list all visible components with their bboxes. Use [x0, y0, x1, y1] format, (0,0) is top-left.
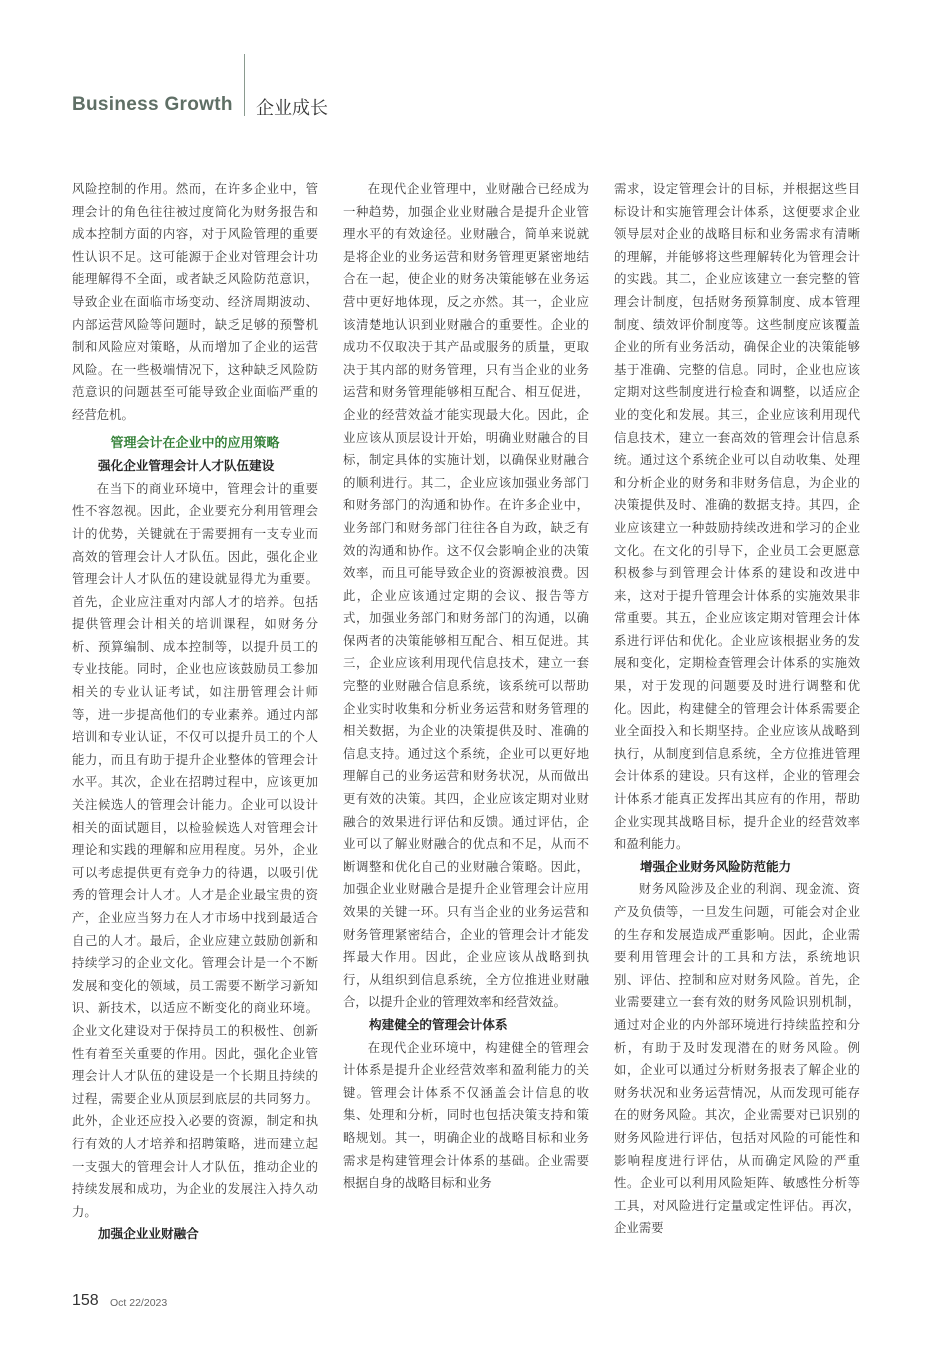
- paragraph: 风险控制的作用。然而，在许多企业中，管理会计的角色往往被过度简化为财务报告和成本控制方面的内容，对于风险管理的重要性认识不足。这可能源于企业对管理会计功能理解得不全面，或者缺乏风险防范意识，导致企业在面临市场变动、经济周期波动、内部运营风险等问题时，缺乏足够的预警机制和风险应对策略，从而增加了企业的运营风险。在一些极端情况下，这种缺乏风险防范意识的问题甚至可能导致企业面临严重的经营危机。: [72, 181, 318, 422]
- section-heading: 管理会计在企业中的应用策略: [110, 435, 280, 451]
- paragraph: 在现代企业环境中，构建健全的管理会计体系是提升企业经营效率和盈利能力的关键。管理会计体系不仅涵盖会计信息的收集、处理和分析，同时也包括决策支持和策略规划。其一，明确企业的战略目标和业务需求是构建管理会计体系的基础。企业需要根据自身的战略目标和业务: [343, 1039, 589, 1191]
- column-2: [343, 178, 589, 1195]
- section-title-cn: 企业成长: [256, 98, 328, 119]
- subsection-heading: 强化企业管理会计人才队伍建设: [98, 458, 275, 474]
- issue-date: Oct 22/2023: [110, 1297, 168, 1309]
- section-title-en: Business Growth: [72, 94, 233, 115]
- paragraph: 需求，设定管理会计的目标，并根据这些目标设计和实施管理会计体系，这便要求企业领导层对企业的战略目标和业务需求有清晰的理解，并能够将这些理解转化为管理会计的实践。其二，企业应该建立一套完整的管理会计制度，包括财务预算制度、成本管理制度、绩效评价制度等。这些制度应该覆盖企业的所有业务活动，确保企业的决策能够基于准确、完整的信息。同时，企业也应该定期对这些制度进行检查和调整，以适应企业的变化和发展。其三，企业应该利用现代信息技术，建立一套高效的管理会计信息系统。通过这个系统企业可以自动收集、处理和分析企业的财务和非财务信息，为企业的决策提供及时、准确的数据支持。其四，企业应该建立一种鼓励持续改进和学习的企业文化。在文化的引导下，企业员工会更愿意积极参与到管理会计体系的建设和改进中来，这对于提升管理会计体系的实施效果非常重要。其五，企业应该定期对管理会计体系进行评估和优化。企业应该根据业务的发展和变化，定期检查管理会计体系的实施效果，对于发现的问题要及时进行调整和优化。因此，构建健全的管理会计体系需要企业全面投入和长期坚持。企业应该从战略到执行，从制度到信息系统，全方位推进管理会计体系的建设。只有这样，企业的管理会计体系才能真正发挥出其应有的作用，帮助企业实现其战略目标，提升企业的经营效率和盈利能力。: [614, 181, 860, 852]
- paragraph: 在当下的商业环境中，管理会计的重要性不容忽视。因此，企业要充分利用管理会计的优势，关键就在于需要拥有一支专业而高效的管理会计人才队伍。因此，强化企业管理会计人才队伍的建设就显得尤为重要。首先，企业应注重对内部人才的培养。包括提供管理会计相关的培训课程，如财务分析、预算编制、成本控制等，以提升员工的专业技能。同时，企业也应该鼓励员工参加相关的专业认证考试，如注册管理会计师等，进一步提高他们的专业素养。通过内部培训和专业认证，不仅可以提升员工的个人能力，而且有助于提升企业整体的管理会计水平。其次，企业在招聘过程中，应该更加关注候选人的管理会计能力。企业可以设计相关的面试题目，以检验候选人对管理会计理论和实践的理解和应用程度。另外，企业可以考虑提供更有竞争力的待遇，以吸引优秀的管理会计人才。人才是企业最宝贵的资产，企业应当努力在人才市场中找到最适合自己的人才。最后，企业应建立鼓励创新和持续学习的企业文化。管理会计是一个不断发展和变化的领域，员工需要不断学习新知识、新技术，以适应不断变化的商业环境。企业文化建设对于保持员工的积极性、创新性有着至关重要的作用。因此，强化企业管理会计人才队伍的建设是一个长期且持续的过程，需要企业从顶层到底层的共同努力。此外，企业还应投入必要的资源，制定和执行有效的人才培养和招聘策略，进而建立起一支强大的管理会计人才队伍，推动企业的持续发展和成功，为企业的发展注入持久动力。: [72, 480, 318, 1219]
- subsection-heading: 增强企业财务风险防范能力: [640, 858, 792, 874]
- paragraph: 财务风险涉及企业的利润、现金流、资产及负债等，一旦发生问题，可能会对企业的生存和发展造成严重影响。因此，企业需要利用管理会计的工具和方法，系统地识别、评估、控制和应对财务风险。首先，企业需要建立一套有效的财务风险识别机制，通过对企业的内外部环境进行持续监控和分析，有助于及时发现潜在的财务风险。例如，企业可以通过分析财务报表了解企业的财务状况和业务运营情况，从而发现可能存在的财务风险。其次，企业需要对已识别的财务风险进行评估，包括对风险的可能性和影响程度进行评估，从而确定风险的严重性。企业可以利用风险矩阵、敏感性分析等工具，对风险进行定量或定性评估。再次，企业需要: [614, 881, 860, 1236]
- subsection-heading: 构建健全的管理会计体系: [369, 1016, 508, 1032]
- paragraph: 在现代企业管理中，业财融合已经成为一种趋势，加强企业业财融合是提升企业管理水平的有效途径。业财融合，简单来说就是将企业的业务运营和财务管理更紧密地结合在一起，使企业的财务决策能够在业务运营中更好地体现，反之亦然。其一，企业应该清楚地认识到业财融合的重要性。企业的成功不仅取决于其产品或服务的质量，更取决于其内部的财务管理，只有当企业的业务运营和财务管理能够相互配合、相互促进，企业的经营效益才能实现最大化。因此，企业应该从顶层设计开始，明确业财融合的目标，制定具体的实施计划，以确保业财融合的顺利进行。其二，企业应该加强业务部门和财务部门的沟通和协作。在许多企业中，业务部门和财务部门往往各自为政，缺乏有效的沟通和协作。这不仅会影响企业的决策效率，而且可能导致企业的资源被浪费。因此，企业应该通过定期的会议、报告等方式，加强业务部门和财务部门的沟通，以确保两者的决策能够相互配合、相互促进。其三，企业应该利用现代信息技术，建立一套完整的业财融合信息系统，该系统可以帮助企业实时收集和分析业务运营和财务管理的相关数据，为企业的决策提供及时、准确的信息支持。通过这个系统，企业可以更好地理解自己的业务运营和财务状况，从而做出更有效的决策。其四，企业应该定期对业财融合的效果进行评估和反馈。通过评估，企业可以了解业财融合的优点和不足，从而不断调整和优化自己的业财融合策略。因此，加强企业业财融合是提升企业管理会计应用效果的关键一环。只有当企业的业务运营和财务管理紧密结合，企业的管理会计才能发挥最大作用。因此，企业应该从战略到执行，从组织到信息系统，全方位推进业财融合，以提升企业的管理效率和经营效益。: [343, 181, 589, 1010]
- page-number: 158: [72, 1292, 99, 1309]
- header-divider: [244, 54, 245, 116]
- column-1: [72, 178, 318, 1246]
- subsection-heading: 加强企业业财融合: [98, 1226, 199, 1242]
- column-3: [614, 178, 860, 1240]
